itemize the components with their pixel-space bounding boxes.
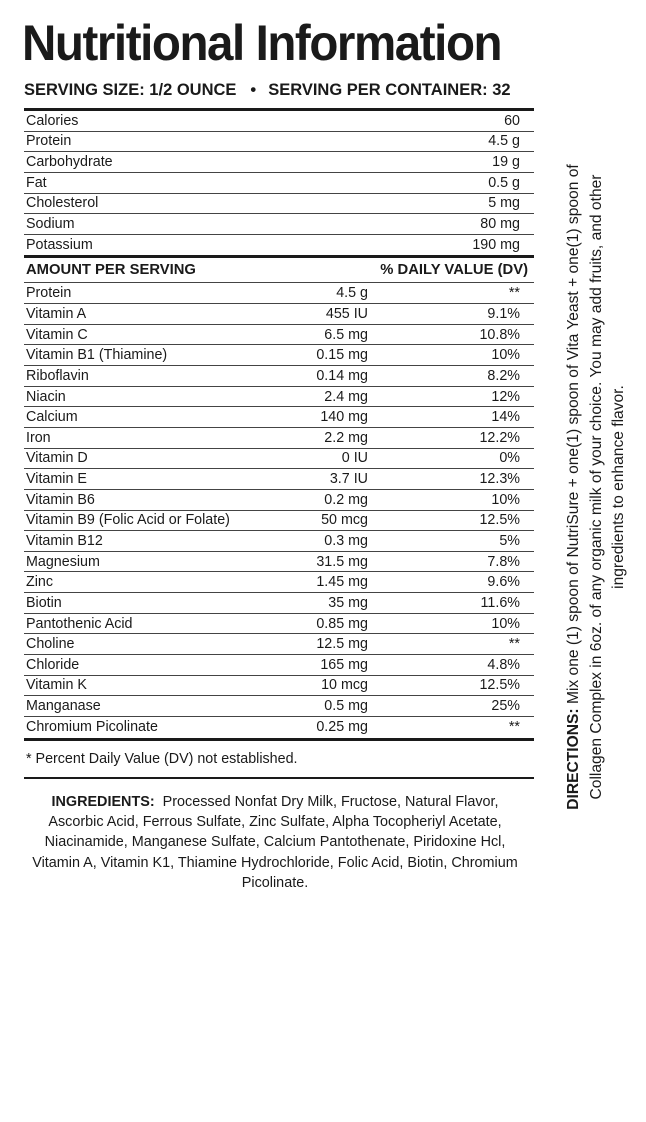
nutrient-name: Vitamin B6 — [26, 491, 95, 508]
daily-value-row — [24, 676, 534, 697]
nutrient-daily-value: ** — [508, 285, 520, 302]
nutrient-name: Vitamin B1 (Thiamine) — [26, 347, 168, 364]
ingredients-block — [30, 792, 520, 893]
nutrient-name: Fat — [26, 174, 47, 191]
daily-value-row — [24, 614, 534, 635]
nutrient-amount: 0.85 mg — [316, 615, 368, 632]
nutrient-daily-value: 7.8% — [487, 553, 520, 570]
nutrient-name: Magnesium — [26, 553, 100, 570]
nutrient-amount: 455 IU — [325, 305, 368, 322]
nutrient-value: 80 mg — [480, 216, 520, 233]
basic-facts-table — [24, 111, 534, 255]
nutrient-daily-value: 12.3% — [479, 471, 520, 488]
basic-fact-row — [24, 111, 534, 132]
nutrient-daily-value: 12.2% — [479, 429, 520, 446]
nutrient-name: Calories — [26, 112, 79, 129]
daily-value-row — [24, 593, 534, 614]
nutrient-daily-value: ** — [508, 719, 520, 736]
nutrient-name: Vitamin A — [26, 305, 87, 322]
nutrient-amount: 12.5 mg — [316, 636, 368, 653]
directions-label: DIRECTIONS: — [565, 708, 582, 810]
nutrient-name: Biotin — [26, 594, 62, 611]
nutrient-amount: 0.5 mg — [324, 698, 368, 715]
daily-values-table — [24, 283, 534, 737]
serving-size: SERVING SIZE: 1/2 OUNCE — [24, 81, 237, 99]
daily-value-row — [24, 469, 534, 490]
ingredients-label: INGREDIENTS: — [51, 794, 155, 810]
basic-fact-row — [24, 132, 534, 153]
nutrient-daily-value: 12.5% — [479, 512, 520, 529]
daily-value-row — [24, 696, 534, 717]
nutrient-name: Sodium — [26, 216, 75, 233]
nutrient-amount: 4.5 g — [336, 285, 368, 302]
directions-block — [563, 152, 631, 822]
nutrient-daily-value: 9.6% — [487, 574, 520, 591]
nutrient-amount: 2.2 mg — [324, 429, 368, 446]
servings-per-container: SERVING PER CONTAINER: 32 — [268, 81, 511, 99]
nutrient-value: 60 — [504, 112, 520, 129]
daily-value-row — [24, 449, 534, 470]
daily-value-row — [24, 552, 534, 573]
nutrient-amount: 50 mcg — [321, 512, 368, 529]
nutrient-value: 0.5 g — [488, 174, 520, 191]
nutrient-amount: 0 IU — [341, 450, 368, 467]
basic-fact-row — [24, 214, 534, 235]
nutrient-name: Vitamin E — [26, 471, 87, 488]
daily-value-row — [24, 511, 534, 532]
basic-fact-row — [24, 235, 534, 256]
nutrient-daily-value: 25% — [491, 698, 520, 715]
nutrient-amount: 0.3 mg — [324, 532, 368, 549]
nutrient-name: Calcium — [26, 409, 78, 426]
serving-separator: • — [250, 81, 257, 99]
nutrient-daily-value: 0% — [499, 450, 520, 467]
nutrient-value: 5 mg — [488, 195, 520, 212]
nutrient-amount: 3.7 IU — [329, 471, 368, 488]
daily-value-row — [24, 387, 534, 408]
nutrient-daily-value: 11.6% — [480, 594, 520, 611]
daily-value-row — [24, 655, 534, 676]
amount-per-serving-heading: AMOUNT PER SERVING — [26, 262, 196, 279]
daily-value-heading: % DAILY VALUE (DV) — [380, 262, 528, 279]
nutrient-value: 4.5 g — [488, 133, 520, 150]
nutrient-amount: 0.14 mg — [316, 367, 368, 384]
nutrient-amount: 6.5 mg — [324, 326, 368, 343]
nutrient-daily-value: ** — [508, 636, 520, 653]
nutrient-name: Carbohydrate — [26, 154, 113, 171]
nutrient-amount: 165 mg — [320, 656, 368, 673]
nutrient-name: Niacin — [26, 388, 66, 405]
daily-value-row — [24, 428, 534, 449]
directions-text: Mix one (1) spoon of NutriSure + one(1) spoon of Vita Yeast + one(1) spoon of Collagen Complex in 6oz. of any organic milk of your choice. You may add fruits, and other ingredients to enhance flavor. — [565, 164, 627, 800]
nutrient-name: Zinc — [26, 574, 54, 591]
daily-value-row — [24, 490, 534, 511]
nutrient-name: Riboflavin — [26, 367, 89, 384]
footnote: * Percent Daily Value (DV) not established. — [26, 750, 298, 767]
nutrient-amount: 2.4 mg — [324, 388, 368, 405]
nutrient-amount: 0.2 mg — [324, 491, 368, 508]
serving-info — [24, 81, 534, 100]
nutrient-daily-value: 10.8% — [479, 326, 520, 343]
nutrient-daily-value: 12% — [491, 388, 520, 405]
nutrient-amount: 0.25 mg — [316, 719, 368, 736]
nutrient-value: 19 g — [492, 154, 520, 171]
nutrient-amount: 0.15 mg — [316, 347, 368, 364]
ingredients-text: Processed Nonfat Dry Milk, Fructose, Natural Flavor, Ascorbic Acid, Ferrous Sulfate, Zinc Sulfate, Alpha Tocopheriyl Acetate, Niacinamide, Manganese Sulfate, Calcium Pantothenate, Piridoxine Hcl, Vitamin A, Vitamin K1, Thiamine Hydrochloride, Folic Acid, Biotin, Chromium Picolinate. — [32, 794, 518, 891]
nutrient-daily-value: 14% — [491, 409, 520, 426]
nutrient-name: Vitamin C — [26, 326, 88, 343]
nutrient-name: Iron — [26, 429, 51, 446]
daily-value-row — [24, 634, 534, 655]
daily-value-row — [24, 407, 534, 428]
nutrient-name: Manganase — [26, 698, 101, 715]
nutrient-name: Chromium Picolinate — [26, 719, 158, 736]
nutrient-daily-value: 5% — [499, 532, 520, 549]
nutrient-daily-value: 12.5% — [479, 677, 520, 694]
basic-fact-row — [24, 173, 534, 194]
nutrient-name: Pantothenic Acid — [26, 615, 133, 632]
nutrient-daily-value: 4.8% — [487, 656, 520, 673]
nutrient-amount: 31.5 mg — [316, 553, 368, 570]
daily-value-row — [24, 366, 534, 387]
daily-value-row — [24, 531, 534, 552]
nutrient-daily-value: 10% — [491, 615, 520, 632]
nutrient-name: Vitamin B12 — [26, 532, 103, 549]
daily-value-row — [24, 345, 534, 366]
nutrient-name: Vitamin B9 (Folic Acid or Folate) — [26, 512, 230, 529]
nutrient-name: Protein — [26, 133, 72, 150]
daily-value-row — [24, 572, 534, 593]
nutrient-name: Vitamin D — [26, 450, 88, 467]
nutrient-amount: 140 mg — [320, 409, 368, 426]
nutrient-name: Potassium — [26, 237, 93, 254]
nutrient-name: Protein — [26, 285, 72, 302]
nutrient-daily-value: 10% — [491, 491, 520, 508]
nutrient-name: Choline — [26, 636, 75, 653]
nutrient-amount: 10 mcg — [321, 677, 368, 694]
daily-value-header — [24, 258, 534, 283]
nutrient-value: 190 mg — [472, 237, 520, 254]
basic-fact-row — [24, 194, 534, 215]
daily-value-row — [24, 325, 534, 346]
footnote-rule — [24, 777, 534, 779]
nutrient-daily-value: 9.1% — [487, 305, 520, 322]
daily-value-row — [24, 717, 534, 738]
nutrient-amount: 35 mg — [328, 594, 368, 611]
daily-value-row — [24, 283, 534, 304]
nutrient-name: Cholesterol — [26, 195, 99, 212]
nutrition-panel — [24, 108, 534, 779]
basic-fact-row — [24, 152, 534, 173]
daily-value-row — [24, 304, 534, 325]
nutrient-name: Vitamin K — [26, 677, 87, 694]
nutrient-name: Chloride — [26, 656, 80, 673]
nutrient-daily-value: 10% — [491, 347, 520, 364]
nutrient-amount: 1.45 mg — [316, 574, 368, 591]
page-title: Nutritional Information — [22, 15, 502, 71]
nutrient-daily-value: 8.2% — [487, 367, 520, 384]
